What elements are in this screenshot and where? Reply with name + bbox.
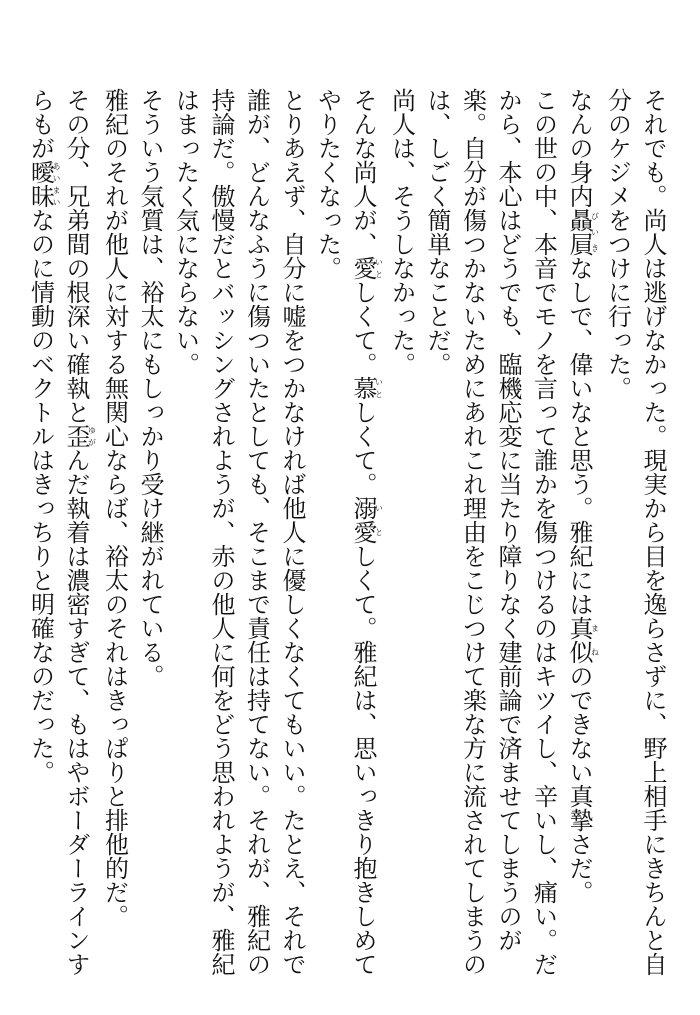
text-run: そんな尚人が、: [349, 88, 377, 256]
text-run: その分、兄弟間の根深い確執と: [62, 88, 90, 424]
ruby-reading: まね: [590, 616, 600, 664]
text-run: しくて。: [349, 280, 377, 376]
paragraph: [132, 88, 168, 988]
ruby-word: [349, 376, 384, 400]
ruby-word: [565, 208, 600, 256]
text-run: 尚人は、そうしなかった。: [387, 88, 416, 376]
text-run: なんの身内: [565, 88, 593, 208]
text-run: なしで、偉いなと思う。雅紀には: [565, 256, 593, 616]
text-run: しくて。雅紀は、思いっきり抱きしめてやりたくなった。: [313, 88, 377, 976]
ruby-reading: あい: [52, 160, 61, 184]
ruby-base: 慕: [349, 376, 377, 400]
ruby-word: [349, 256, 384, 280]
ruby-reading: ゆが: [87, 424, 97, 448]
ruby-word: [26, 160, 61, 184]
text-run: 雅紀のそれが他人に対する無関心ならば、裕太のそれはきっぱりと排他的だ。: [100, 88, 129, 928]
ruby-base: 溺愛: [349, 496, 377, 544]
paragraph: [383, 88, 419, 988]
paragraph: [561, 88, 600, 988]
ruby-reading: まい: [52, 184, 61, 208]
paragraph: [167, 88, 309, 988]
ruby-word: [26, 184, 61, 208]
ruby-word: [62, 424, 97, 448]
text-run: それでも。尚人は逃げなかった。現実から目を逸らさずに、野上相手にきちんと自分のケジメをつけに行った。: [603, 88, 667, 976]
text-run: のできない真摯さだ。: [565, 664, 593, 904]
ruby-base: 真似: [565, 616, 593, 664]
ruby-word: [565, 616, 600, 664]
ruby-base: 贔屓: [565, 208, 593, 256]
ruby-base: 歪: [62, 424, 90, 448]
paragraph: [309, 88, 383, 988]
paragraph: [22, 88, 96, 988]
paragraph: [419, 88, 561, 988]
vertical-text-block: [22, 88, 670, 988]
paragraph: [599, 88, 670, 988]
text-run: んだ執着は濃密すぎて、もはやボーダーラインすらもが: [26, 88, 90, 976]
paragraph: [96, 88, 132, 988]
text-run: そういう気質は、裕太にもしっかり受け継がれている。: [136, 88, 164, 688]
ruby-reading: いと: [374, 376, 384, 400]
ruby-word: [349, 496, 384, 544]
ruby-reading: いと: [374, 256, 384, 280]
ruby-base: 曖: [26, 160, 55, 184]
ruby-base: 愛: [349, 256, 377, 280]
text-run: しくて。: [349, 400, 377, 496]
text-run: なのに情動のベクトルはきっちりと明確なのだった。: [26, 208, 55, 784]
text-run: とりあえず、自分に嘘をつかなければ他人に優しくなくてもいい。たとえ、それで誰が、どんなふうに傷ついたとしても、そこまで責任は持てない。それが、雅紀の持論だ。傲慢だとバッシングされようが、赤の他人に何をどう思われようが、雅紀はまったく気にならない。: [171, 88, 306, 976]
text-run: この世の中、本音でモノを言って誰かを傷つけるのはキツイし、辛いし、痛い。だから、本心はどうでも、臨機応変に当たり障りなく建前論で済ませてしまうのが楽。自分が傷つかないためにあれこれ理由をこじつけて楽な方に流されてしまうのは、しごく簡単なことだ。: [423, 88, 558, 976]
ruby-reading: いと: [374, 496, 384, 544]
ruby-base: 昧: [26, 184, 55, 208]
ruby-reading: びいき: [590, 208, 600, 256]
